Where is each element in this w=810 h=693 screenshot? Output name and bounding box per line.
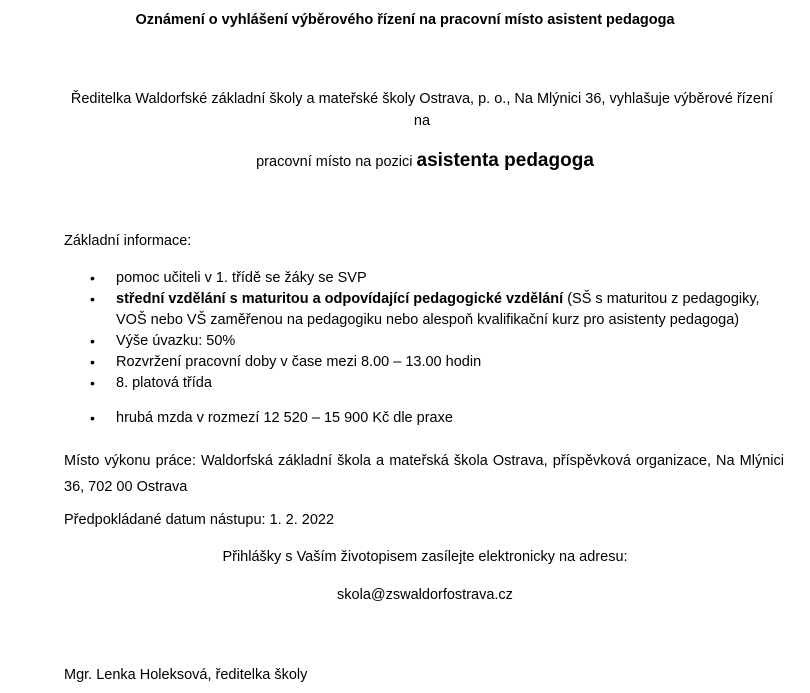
- bullet-icon: •: [90, 333, 95, 349]
- info-item-text: Výše úvazku: 50%: [116, 333, 236, 349]
- intro-paragraph: Ředitelka Waldorfské základní školy a mateřské školy Ostrava, p. o., Na Mlýnici 36, vyhlašuje výběrové řízení na: [70, 91, 774, 129]
- bullet-icon: •: [90, 270, 95, 286]
- signature: Mgr. Lenka Holeksová, ředitelka školy: [64, 667, 308, 683]
- info-item-text: Rozvržení pracovní doby v čase mezi 8.00 – 13.00 hodin: [116, 354, 482, 370]
- document-title: Oznámení o vyhlášení výběrového řízení na pracovní místo asistent pedagoga: [135, 12, 675, 28]
- position-name: asistenta pedagoga: [416, 150, 594, 171]
- workplace-paragraph: Místo výkonu práce: Waldorfská základní škola a mateřská škola Ostrava, příspěvková organizace, Na Mlýnici 36, 702 00 Ostrava: [64, 453, 784, 495]
- info-item-text: 8. platová třída: [116, 375, 212, 391]
- bullet-icon: •: [90, 354, 95, 370]
- list-item: [64, 373, 784, 394]
- info-item-text: pomoc učiteli v 1. třídě se žáky se SVP: [116, 270, 367, 286]
- list-item: [64, 408, 784, 429]
- position-line: [0, 148, 810, 175]
- info-item-text: (SŠ s maturitou z pedagogiky, VOŠ nebo VŠ zaměřenou na pedagogiku nebo alespoň kvalifikační kurz pro asistenty pedagoga): [116, 291, 760, 328]
- list-item: [64, 331, 784, 352]
- bullet-icon: •: [90, 291, 95, 307]
- bullet-icon: •: [90, 410, 95, 426]
- basic-info-heading: Základní informace:: [64, 233, 192, 249]
- list-item: [64, 289, 784, 331]
- contact-email[interactable]: skola@zswaldorfostrava.cz: [337, 587, 513, 603]
- bullet-icon: •: [90, 375, 95, 391]
- info-item-text: hrubá mzda v rozmezí 12 520 – 15 900 Kč dle praxe: [116, 410, 453, 426]
- application-instructions: Přihlášky s Vaším životopisem zasílejte elektronicky na adresu:: [222, 549, 628, 565]
- info-item-bold-text: střední vzdělání s maturitou a odpovídající pedagogické vzdělání: [116, 291, 564, 307]
- info-list: [64, 268, 784, 429]
- list-item: [64, 268, 784, 289]
- position-prefix: pracovní místo na pozici: [256, 154, 413, 170]
- start-date: Předpokládané datum nástupu: 1. 2. 2022: [64, 512, 335, 528]
- list-item: [64, 352, 784, 373]
